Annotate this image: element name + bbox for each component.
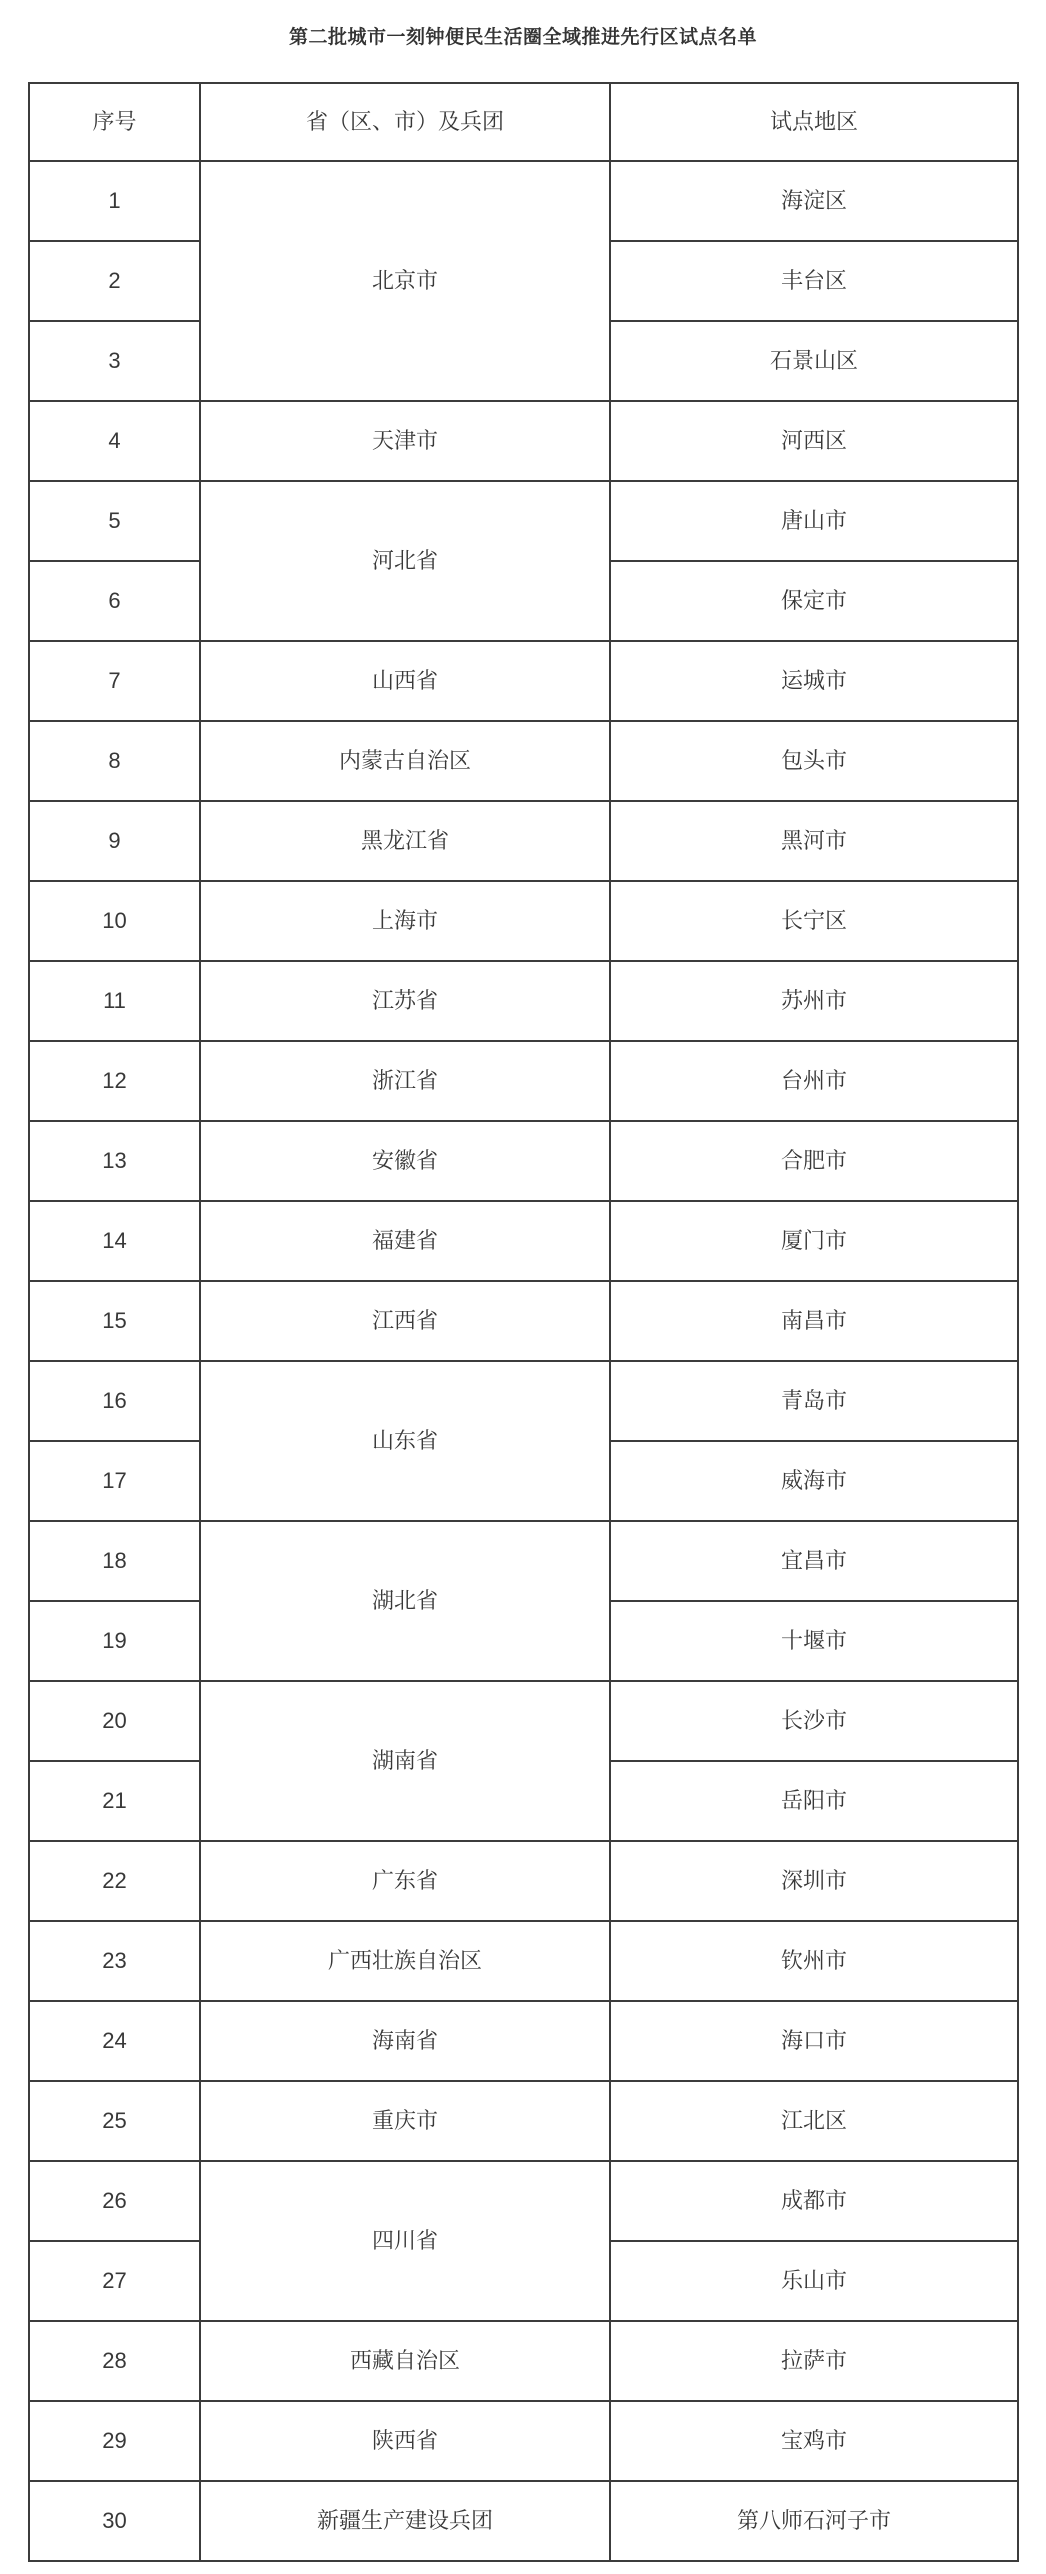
pilot-area-cell: 钦州市	[610, 1921, 1018, 2001]
province-cell: 北京市	[200, 161, 610, 401]
header-province: 省（区、市）及兵团	[200, 83, 610, 161]
province-cell: 湖南省	[200, 1681, 610, 1841]
province-cell: 新疆生产建设兵团	[200, 2481, 610, 2561]
province-cell: 山东省	[200, 1361, 610, 1521]
province-cell: 江苏省	[200, 961, 610, 1041]
serial-number-cell: 15	[29, 1281, 200, 1361]
pilot-area-cell: 岳阳市	[610, 1761, 1018, 1841]
pilot-area-cell: 南昌市	[610, 1281, 1018, 1361]
serial-number-cell: 25	[29, 2081, 200, 2161]
pilot-area-cell: 青岛市	[610, 1361, 1018, 1441]
serial-number-cell: 4	[29, 401, 200, 481]
serial-number-cell: 3	[29, 321, 200, 401]
pilot-area-cell: 石景山区	[610, 321, 1018, 401]
pilot-area-cell: 十堰市	[610, 1601, 1018, 1681]
province-cell: 内蒙古自治区	[200, 721, 610, 801]
table-header-row	[29, 83, 1018, 161]
pilot-area-cell: 厦门市	[610, 1201, 1018, 1281]
province-cell: 江西省	[200, 1281, 610, 1361]
province-cell: 海南省	[200, 2001, 610, 2081]
pilot-area-cell: 成都市	[610, 2161, 1018, 2241]
serial-number-cell: 10	[29, 881, 200, 961]
table-row	[29, 801, 1018, 881]
serial-number-cell: 5	[29, 481, 200, 561]
pilot-area-cell: 深圳市	[610, 1841, 1018, 1921]
pilot-area-cell: 保定市	[610, 561, 1018, 641]
pilot-area-cell: 海淀区	[610, 161, 1018, 241]
serial-number-cell: 18	[29, 1521, 200, 1601]
province-cell: 河北省	[200, 481, 610, 641]
serial-number-cell: 12	[29, 1041, 200, 1121]
table-row	[29, 2081, 1018, 2161]
province-cell: 山西省	[200, 641, 610, 721]
pilot-area-cell: 苏州市	[610, 961, 1018, 1041]
table-row	[29, 1041, 1018, 1121]
serial-number-cell: 21	[29, 1761, 200, 1841]
pilot-area-cell: 长沙市	[610, 1681, 1018, 1761]
table-row	[29, 2401, 1018, 2481]
pilot-area-cell: 宜昌市	[610, 1521, 1018, 1601]
table-row	[29, 481, 1018, 561]
serial-number-cell: 29	[29, 2401, 200, 2481]
province-cell: 福建省	[200, 1201, 610, 1281]
header-serial-number: 序号	[29, 83, 200, 161]
table-row	[29, 721, 1018, 801]
province-cell: 天津市	[200, 401, 610, 481]
pilot-area-cell: 丰台区	[610, 241, 1018, 321]
table-row	[29, 2161, 1018, 2241]
province-cell: 广西壮族自治区	[200, 1921, 610, 2001]
table-row	[29, 1201, 1018, 1281]
table-row	[29, 881, 1018, 961]
province-cell: 上海市	[200, 881, 610, 961]
table-row	[29, 1121, 1018, 1201]
pilot-area-cell: 江北区	[610, 2081, 1018, 2161]
header-pilot-area: 试点地区	[610, 83, 1018, 161]
serial-number-cell: 22	[29, 1841, 200, 1921]
pilot-area-cell: 台州市	[610, 1041, 1018, 1121]
pilot-area-cell: 合肥市	[610, 1121, 1018, 1201]
table-row	[29, 1361, 1018, 1441]
province-cell: 西藏自治区	[200, 2321, 610, 2401]
province-cell: 广东省	[200, 1841, 610, 1921]
serial-number-cell: 8	[29, 721, 200, 801]
province-cell: 湖北省	[200, 1521, 610, 1681]
table-row	[29, 1281, 1018, 1361]
serial-number-cell: 14	[29, 1201, 200, 1281]
table-row	[29, 1921, 1018, 2001]
pilot-area-cell: 第八师石河子市	[610, 2481, 1018, 2561]
pilot-area-cell: 包头市	[610, 721, 1018, 801]
serial-number-cell: 2	[29, 241, 200, 321]
table-row	[29, 401, 1018, 481]
serial-number-cell: 17	[29, 1441, 200, 1521]
serial-number-cell: 1	[29, 161, 200, 241]
serial-number-cell: 20	[29, 1681, 200, 1761]
pilot-area-cell: 长宁区	[610, 881, 1018, 961]
serial-number-cell: 19	[29, 1601, 200, 1681]
serial-number-cell: 26	[29, 2161, 200, 2241]
document-title: 第二批城市一刻钟便民生活圈全域推进先行区试点名单	[288, 27, 757, 48]
pilot-area-cell: 拉萨市	[610, 2321, 1018, 2401]
pilot-area-cell: 河西区	[610, 401, 1018, 481]
table-row	[29, 1841, 1018, 1921]
table-row	[29, 2481, 1018, 2561]
pilot-area-cell: 运城市	[610, 641, 1018, 721]
pilot-areas-table	[28, 82, 1019, 2562]
pilot-area-cell: 唐山市	[610, 481, 1018, 561]
serial-number-cell: 27	[29, 2241, 200, 2321]
pilot-area-cell: 威海市	[610, 1441, 1018, 1521]
serial-number-cell: 13	[29, 1121, 200, 1201]
pilot-area-cell: 海口市	[610, 2001, 1018, 2081]
table-row	[29, 1521, 1018, 1601]
table-row	[29, 2321, 1018, 2401]
pilot-area-cell: 乐山市	[610, 2241, 1018, 2321]
serial-number-cell: 16	[29, 1361, 200, 1441]
province-cell: 重庆市	[200, 2081, 610, 2161]
serial-number-cell: 6	[29, 561, 200, 641]
province-cell: 陕西省	[200, 2401, 610, 2481]
province-cell: 四川省	[200, 2161, 610, 2321]
serial-number-cell: 7	[29, 641, 200, 721]
serial-number-cell: 28	[29, 2321, 200, 2401]
pilot-area-cell: 黑河市	[610, 801, 1018, 881]
pilot-area-cell: 宝鸡市	[610, 2401, 1018, 2481]
serial-number-cell: 23	[29, 1921, 200, 2001]
serial-number-cell: 30	[29, 2481, 200, 2561]
table-row	[29, 2001, 1018, 2081]
table-row	[29, 961, 1018, 1041]
province-cell: 安徽省	[200, 1121, 610, 1201]
serial-number-cell: 24	[29, 2001, 200, 2081]
province-cell: 黑龙江省	[200, 801, 610, 881]
table-row	[29, 641, 1018, 721]
serial-number-cell: 11	[29, 961, 200, 1041]
table-row	[29, 1681, 1018, 1761]
province-cell: 浙江省	[200, 1041, 610, 1121]
serial-number-cell: 9	[29, 801, 200, 881]
table-row	[29, 161, 1018, 241]
